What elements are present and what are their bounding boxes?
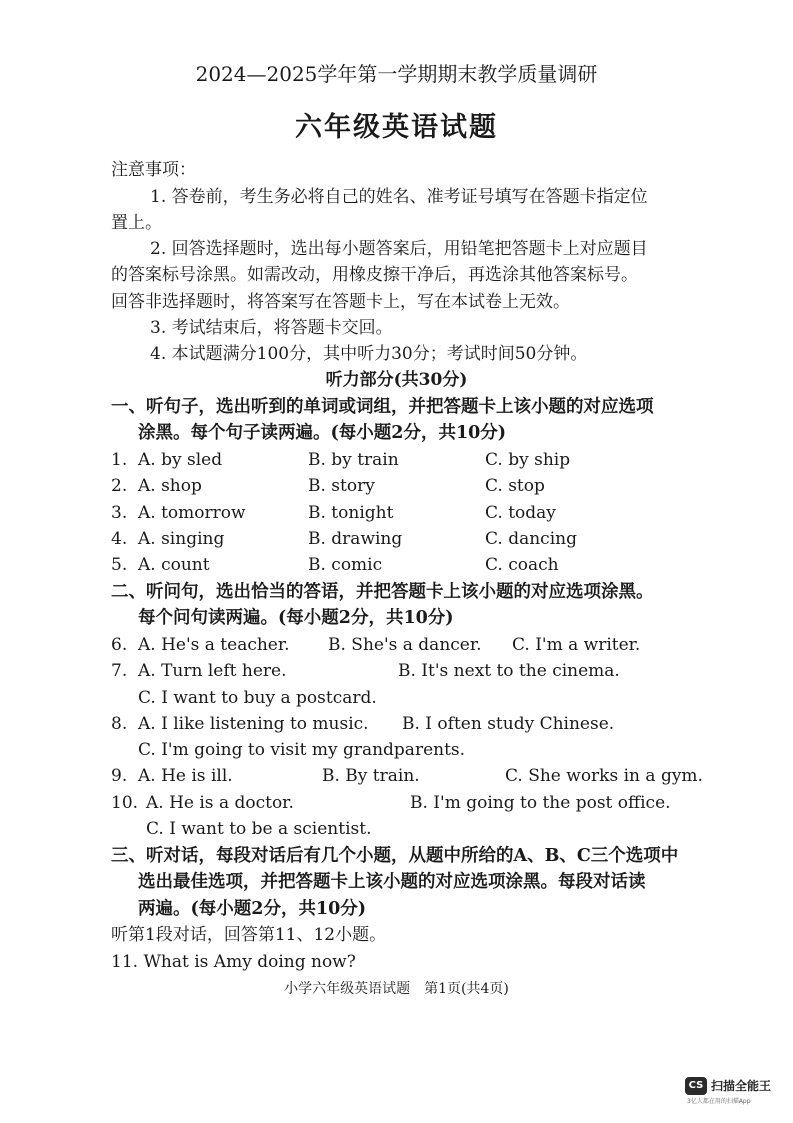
option-b: B. She's a dancer. (328, 635, 482, 655)
option-b: B. comic (308, 555, 383, 575)
question-number: 5. (111, 555, 128, 575)
option-a: A. Turn left here. (138, 661, 287, 681)
question-number: 2. (111, 476, 128, 496)
section1-instruction: 一、听句子，选出听到的单词或词组，并把答题卡上该小题的对应选项 (111, 397, 654, 417)
section2-instruction: 每个问句读两遍。(每小题2分，共10分) (138, 608, 454, 628)
option-b: B. by train (308, 450, 399, 470)
option-b: B. It's next to the cinema. (398, 661, 620, 681)
dialog-intro: 听第1段对话，回答第11、12小题。 (111, 925, 387, 945)
option-b: B. story (308, 476, 375, 496)
notice-line: 3. 考试结束后，将答题卡交回。 (150, 318, 393, 338)
question-number: 8. (111, 714, 128, 734)
question-number: 7. (111, 661, 128, 681)
option-a: A. singing (138, 529, 225, 549)
option-a: A. I like listening to music. (138, 714, 369, 734)
option-c: C. stop (485, 476, 545, 496)
option-c: C. I want to buy a postcard. (138, 688, 377, 708)
section2-instruction: 二、听问句，选出恰当的答语，并把答题卡上该小题的对应选项涂黑。 (111, 582, 654, 602)
option-c: C. I'm a writer. (512, 635, 641, 655)
section3-instruction: 两遍。(每小题2分，共10分) (138, 899, 367, 919)
exam-term-title: 2024—2025学年第一学期期末教学质量调研 (195, 62, 598, 86)
option-a: A. shop (138, 476, 202, 496)
question-number: 6. (111, 635, 128, 655)
question-11: 11. What is Amy doing now? (111, 952, 356, 972)
option-c: C. She works in a gym. (505, 766, 703, 786)
section1-instruction: 涂黑。每个句子读两遍。(每小题2分，共10分) (138, 423, 507, 443)
option-b: B. I'm going to the post office. (410, 793, 671, 813)
option-b: B. I often study Chinese. (402, 714, 615, 734)
question-number: 1. (111, 450, 128, 470)
notice-line: 4. 本试题满分100分，其中听力30分；考试时间50分钟。 (150, 344, 588, 364)
option-a: A. by sled (138, 450, 223, 470)
question-number: 3. (111, 503, 128, 523)
option-b: B. drawing (308, 529, 403, 549)
option-a: A. He's a teacher. (138, 635, 290, 655)
question-number: 10. (111, 793, 139, 813)
option-c: C. I want to be a scientist. (146, 819, 372, 839)
option-c: C. coach (485, 555, 559, 575)
scanner-watermark (685, 1075, 793, 1115)
scanner-app-name: 扫描全能王 (711, 1079, 772, 1093)
exam-subject-title: 六年级英语试题 (295, 112, 498, 143)
section3-instruction: 三、听对话，每段对话后有几个小题，从题中所给的A、B、C三个选项中 (111, 846, 679, 866)
option-a: A. tomorrow (138, 503, 246, 523)
notice-line: 2. 回答选择题时，选出每小题答案后，用铅笔把答题卡上对应题目 (150, 239, 648, 259)
notice-line: 1. 答卷前，考生务必将自己的姓名、准考证号填写在答题卡指定位 (150, 187, 648, 207)
listening-heading: 听力部分(共30分) (325, 370, 468, 390)
option-c: C. by ship (485, 450, 571, 470)
notice-line: 置上。 (111, 213, 162, 233)
option-a: A. He is ill. (138, 766, 233, 786)
notice-line: 的答案标号涂黑。如需改动，用橡皮擦干净后，再选涂其他答案标号。 (111, 265, 638, 285)
scanner-logo-icon: CS (685, 1077, 707, 1095)
option-b: B. By train. (322, 766, 420, 786)
question-number: 4. (111, 529, 128, 549)
option-b: B. tonight (308, 503, 394, 523)
option-a: A. He is a doctor. (146, 793, 294, 813)
notice-line: 回答非选择题时，将答案写在答题卡上，写在本试卷上无效。 (111, 292, 570, 312)
page-footer: 小学六年级英语试题 第1页(共4页) (284, 981, 509, 997)
question-number: 9. (111, 766, 128, 786)
option-a: A. count (138, 555, 210, 575)
scanner-tagline: 3亿人都在用的扫描App (687, 1098, 751, 1105)
option-c: C. I'm going to visit my grandparents. (138, 740, 466, 760)
section3-instruction: 选出最佳选项，并把答题卡上该小题的对应选项涂黑。每段对话读 (138, 872, 646, 892)
option-c: C. dancing (485, 529, 577, 549)
notice-heading: 注意事项： (111, 160, 196, 180)
option-c: C. today (485, 503, 556, 523)
